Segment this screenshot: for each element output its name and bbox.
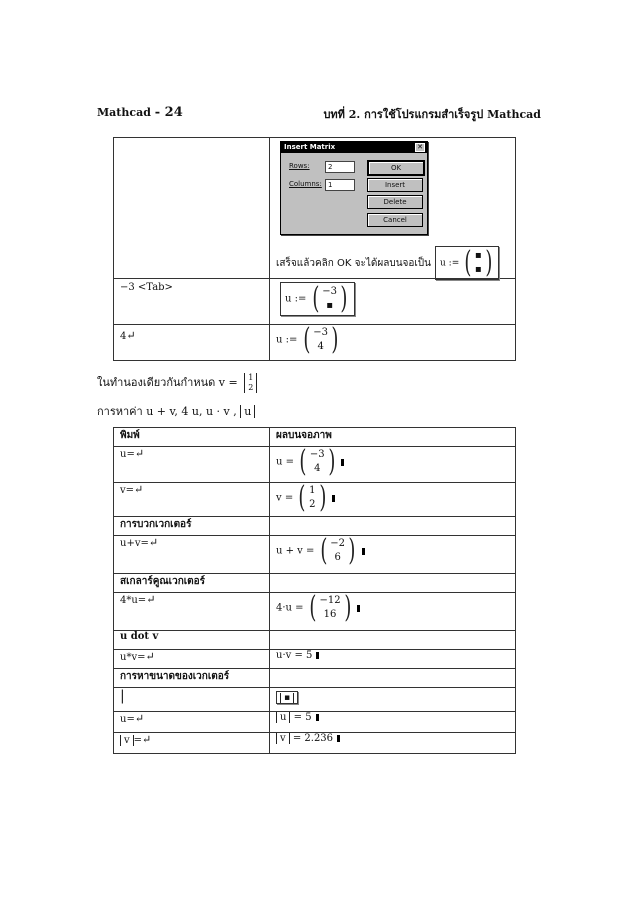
- vector-entry: −3: [309, 449, 325, 460]
- output-lhs: u =: [276, 456, 294, 468]
- abs-placeholder: ▪: [276, 691, 298, 704]
- empty-cell: [270, 517, 516, 536]
- output-cell: [270, 533, 516, 574]
- paragraph-text: การหาค่า u + v, 4 u, u · v ,: [97, 405, 237, 418]
- vector-v: [244, 373, 257, 393]
- partial-matrix: [280, 282, 355, 316]
- vector-entry: 16: [323, 609, 337, 620]
- vector-entry: −2: [330, 538, 346, 549]
- output-lhs: 4·u =: [276, 602, 304, 614]
- header-separator: -: [154, 105, 165, 120]
- header-left: [97, 105, 183, 120]
- columns-label: Columns:: [289, 180, 322, 188]
- output-cell: [270, 688, 516, 712]
- step-input-cell: [114, 138, 270, 279]
- header-chapter-title: บทที่ 2. การใช้โปรแกรมสำเร็จรูป Mathcad: [323, 108, 541, 121]
- results-table: [113, 427, 516, 754]
- input-cell: [114, 650, 270, 669]
- result-matrix-placeholder: [435, 246, 499, 280]
- input-text: −3 <Tab>: [120, 282, 173, 293]
- empty-cell: [270, 574, 516, 593]
- vector: ( −12 16 ): [309, 590, 351, 625]
- header-app-name: Mathcad: [97, 106, 151, 119]
- input-cell: [114, 536, 270, 574]
- delete-button[interactable]: Delete: [367, 195, 423, 209]
- input-text: u=: [120, 714, 135, 725]
- section-heading-add: การบวกเวกเตอร์: [114, 517, 270, 536]
- vector-entry: 1: [248, 373, 254, 382]
- result-lhs: u :=: [440, 258, 460, 269]
- magnitude-expression: u: [276, 712, 290, 723]
- insert-button[interactable]: Insert: [367, 178, 423, 192]
- cursor-icon: [341, 459, 344, 466]
- vector: ( −3 4 ): [302, 322, 339, 357]
- input-text: 4: [120, 331, 127, 342]
- column-header-output: ผลบนจอภาพ: [270, 428, 516, 447]
- empty-cell: [270, 669, 516, 688]
- column-header-input: พิมพ์: [114, 428, 270, 447]
- input-text: u*v=: [120, 652, 146, 663]
- cursor-icon: [357, 605, 360, 612]
- header-page-number: 24: [164, 105, 183, 120]
- vector-entry: 6: [334, 552, 341, 563]
- return-icon: ↵: [134, 483, 144, 496]
- step-input-cell: [114, 325, 270, 361]
- columns-input[interactable]: 1: [325, 179, 355, 191]
- return-icon: ↵: [134, 447, 145, 460]
- vector-entry: 4: [314, 463, 321, 474]
- input-cell: [114, 733, 270, 754]
- output-text: = 5: [293, 712, 312, 723]
- output-text: u·v = 5: [276, 650, 313, 661]
- output-lhs: v =: [276, 492, 294, 504]
- input-text: u=: [120, 449, 135, 460]
- input-text: |: [120, 688, 125, 704]
- define-v-paragraph: [97, 373, 257, 393]
- close-icon[interactable]: ✕: [415, 143, 425, 152]
- magnitude-expression: u: [240, 405, 255, 418]
- empty-cell: [270, 631, 516, 650]
- vector-entry: −12: [319, 595, 341, 606]
- output-lhs: u + v =: [276, 545, 315, 557]
- vector: ( −2 6 ): [319, 533, 356, 568]
- output-cell: [270, 590, 516, 631]
- operations-paragraph: [97, 402, 255, 420]
- vector-entry: 4: [317, 341, 324, 352]
- ok-button[interactable]: OK: [367, 160, 425, 176]
- output-cell: [270, 712, 516, 733]
- dialog-title: Insert Matrix ✕: [281, 142, 427, 153]
- input-cell: [114, 483, 270, 517]
- output-cell: [270, 444, 516, 483]
- insert-matrix-dialog: [280, 141, 428, 235]
- vector-entry: −3: [322, 286, 338, 297]
- input-text: 4*u=: [120, 595, 147, 606]
- return-icon: ↵: [142, 733, 152, 746]
- vector-entry: −3: [313, 327, 329, 338]
- output-text: = 2.236: [292, 733, 334, 744]
- cursor-icon: [337, 735, 340, 742]
- vector: ( −3 ▪ ): [311, 281, 348, 316]
- section-heading-dot: u dot v: [114, 631, 270, 650]
- step-input-cell: [114, 279, 270, 325]
- input-text: =: [133, 735, 143, 746]
- rows-input[interactable]: 2: [325, 161, 355, 173]
- input-text: v=: [120, 485, 135, 496]
- return-icon: ↵: [145, 650, 155, 663]
- input-cell: [114, 688, 270, 712]
- magnitude-expression: v: [120, 735, 134, 746]
- rows-label: Rows:: [289, 162, 310, 170]
- input-cell: [114, 447, 270, 483]
- return-icon: ↵: [148, 536, 159, 549]
- cursor-icon: [316, 652, 319, 659]
- input-cell: [114, 712, 270, 733]
- matrix-lhs: u :=: [285, 293, 307, 305]
- paragraph-text: ในทำนองเดียวกันกำหนด v =: [97, 376, 238, 389]
- step-output-cell: [270, 279, 516, 325]
- cancel-button[interactable]: Cancel: [367, 213, 423, 227]
- return-icon: ↵: [146, 593, 156, 606]
- vector: ( −3 4 ): [299, 444, 336, 479]
- vector-entry: 2: [248, 383, 254, 392]
- return-icon: ↵: [134, 712, 145, 725]
- magnitude-expression: v: [276, 733, 290, 744]
- placeholder-vector: ( ▪ ▪ ): [464, 245, 492, 280]
- section-heading-magnitude: การหาขนาดของเวกเตอร์: [114, 669, 270, 688]
- cursor-icon: [332, 495, 335, 502]
- step-output-cell: [270, 322, 516, 361]
- vector: ( 1 2 ): [298, 480, 326, 515]
- cursor-icon: [316, 714, 319, 721]
- ok-result-text: เสร็จแล้วคลิก OK จะได้ผลบนจอเป็น: [276, 258, 431, 269]
- output-cell: [270, 480, 516, 517]
- cursor-icon: [362, 548, 365, 555]
- vector-entry: 1: [309, 485, 316, 496]
- input-cell: [114, 593, 270, 631]
- vector-entry: 2: [309, 499, 316, 510]
- matrix-lhs: u :=: [276, 334, 298, 346]
- output-cell: [270, 650, 516, 669]
- input-text: u+v=: [120, 538, 149, 549]
- section-heading-scalar: สเกลาร์คูณเวกเตอร์: [114, 574, 270, 593]
- output-cell: [270, 733, 516, 754]
- return-icon: ↵: [126, 329, 136, 342]
